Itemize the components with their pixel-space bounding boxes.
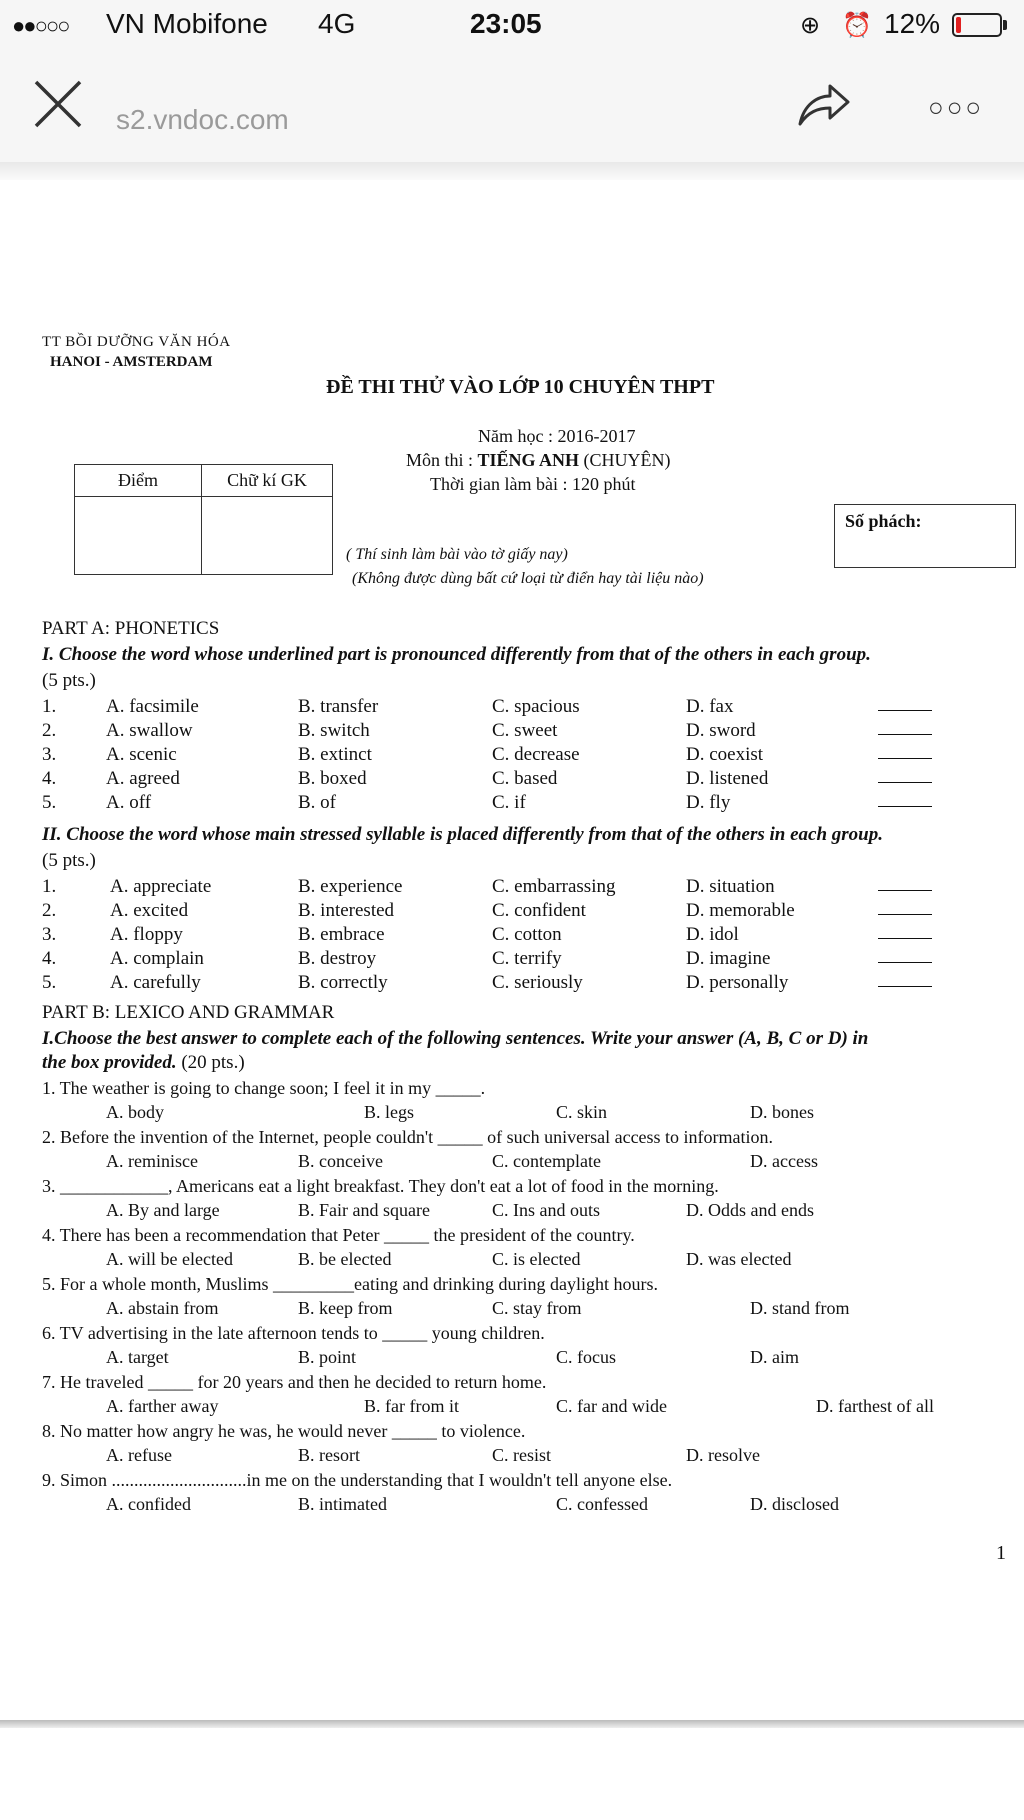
question-text: 2. Before the invention of the Internet, people couldn't _____ of such universal access to information.	[42, 1127, 774, 1147]
question-number: 4.	[42, 768, 57, 789]
answer-option: B. Fair and square	[298, 1200, 430, 1220]
question-row	[0, 720, 1024, 744]
options-row	[0, 1249, 1024, 1273]
score-table	[74, 464, 333, 575]
question-text: 7. He traveled _____ for 20 years and then he decided to return home.	[42, 1372, 547, 1392]
school-year: Năm học : 2016-2017	[478, 426, 636, 446]
question-row	[0, 876, 1024, 900]
status-bar	[0, 0, 1024, 52]
answer-option: C. cotton	[492, 924, 562, 945]
answer-option: D. memorable	[686, 900, 795, 921]
answer-option: A. refuse	[106, 1445, 172, 1465]
question-text: 3. ____________, Americans eat a light breakfast. They don't eat a lot of food in the morning.	[42, 1176, 719, 1196]
rotation-lock-icon: ⊕	[800, 12, 821, 39]
answer-option: D. resolve	[686, 1445, 760, 1465]
answer-option: A. floppy	[110, 924, 183, 945]
url-label[interactable]: s2.vndoc.com	[116, 104, 289, 135]
answer-option: C. far and wide	[556, 1396, 667, 1416]
sophach-box	[834, 504, 1016, 568]
answer-option: A. carefully	[110, 972, 201, 993]
answer-blank[interactable]	[878, 924, 932, 939]
part-b-heading: PART B: LEXICO AND GRAMMAR	[42, 1002, 335, 1023]
answer-option: C. if	[492, 792, 526, 813]
answer-option: C. Ins and outs	[492, 1200, 600, 1220]
grader-signature-header: Chữ kí GK	[202, 465, 333, 497]
part-a-section-1-points: (5 pts.)	[42, 670, 96, 691]
answer-option: A. appreciate	[110, 876, 212, 897]
answer-option: B. boxed	[298, 768, 367, 789]
question-row	[0, 924, 1024, 948]
question-number: 1.	[42, 876, 57, 897]
answer-option: D. personally	[686, 972, 789, 993]
more-options-icon[interactable]: ○○○	[928, 92, 985, 122]
answer-option: D. disclosed	[750, 1494, 839, 1514]
answer-option: B. resort	[298, 1445, 360, 1465]
options-row	[0, 1102, 1024, 1126]
subject-suffix: (CHUYÊN)	[579, 450, 671, 470]
part-a-section-1-instruction: I. Choose the word whose underlined part is pronounced differently from that of the others in each group.	[42, 644, 871, 665]
answer-option: C. spacious	[492, 696, 580, 717]
battery-icon	[952, 13, 1002, 37]
answer-option: D. fly	[686, 792, 731, 813]
question-number: 4.	[42, 948, 57, 969]
answer-option: B. interested	[298, 900, 395, 921]
answer-option: B. keep from	[298, 1298, 393, 1318]
answer-option: A. body	[106, 1102, 164, 1122]
answer-option: C. contemplate	[492, 1151, 601, 1171]
signature-cell	[202, 497, 333, 575]
answer-option: A. will be elected	[106, 1249, 233, 1269]
browser-toolbar	[0, 52, 1024, 162]
answer-option: B. point	[298, 1347, 357, 1367]
question-text: 4. There has been a recommendation that Peter _____ the president of the country.	[42, 1225, 635, 1245]
options-row	[0, 1298, 1024, 1322]
answer-blank[interactable]	[878, 876, 932, 891]
options-row	[0, 1151, 1024, 1175]
part-a-section-2-points: (5 pts.)	[42, 850, 96, 871]
answer-option: D. bones	[750, 1102, 814, 1122]
page-number: 1	[996, 1542, 1006, 1564]
answer-option: A. complain	[110, 948, 204, 969]
answer-option: A. swallow	[106, 720, 193, 741]
sophach-label: Số phách:	[845, 511, 922, 531]
options-row	[0, 1396, 1024, 1420]
answer-option: A. agreed	[106, 768, 180, 789]
signal-strength-icon: ●●○○○	[12, 13, 69, 38]
answer-option: D. access	[750, 1151, 818, 1171]
note-line-1: ( Thí sinh làm bài vào tờ giấy nay)	[346, 546, 568, 563]
question-row	[0, 768, 1024, 792]
answer-option: D. listened	[686, 768, 769, 789]
question-number: 2.	[42, 900, 57, 921]
answer-option: C. based	[492, 768, 558, 789]
question-text: 1. The weather is going to change soon; I feel it in my _____.	[42, 1078, 486, 1098]
answer-option: B. extinct	[298, 744, 372, 765]
answer-option: C. confident	[492, 900, 586, 921]
answer-option: A. off	[106, 792, 152, 813]
answer-option: C. embarrassing	[492, 876, 616, 897]
network-type: 4G	[318, 8, 356, 39]
answer-blank[interactable]	[878, 720, 932, 735]
answer-option: B. legs	[364, 1102, 415, 1122]
options-row	[0, 1445, 1024, 1469]
question-text: 9. Simon ..............................in me on the understanding that I wouldn't tell anyone else.	[42, 1470, 673, 1490]
answer-option: B. of	[298, 792, 336, 813]
answer-option: D. Odds and ends	[686, 1200, 814, 1220]
close-icon[interactable]	[30, 76, 86, 132]
answer-option: D. was elected	[686, 1249, 792, 1269]
part-b-instruction-emphasis: the box provided.	[42, 1052, 177, 1073]
answer-option: C. focus	[556, 1347, 616, 1367]
answer-option: C. decrease	[492, 744, 580, 765]
answer-option: D. imagine	[686, 948, 771, 969]
answer-option: B. switch	[298, 720, 370, 741]
question-number: 3.	[42, 744, 57, 765]
options-row	[0, 1347, 1024, 1371]
question-row	[0, 696, 1024, 720]
answer-option: A. confided	[106, 1494, 191, 1514]
answer-blank[interactable]	[878, 792, 932, 807]
question-number: 5.	[42, 972, 57, 993]
status-time: 23:05	[470, 8, 542, 39]
answer-option: C. terrify	[492, 948, 562, 969]
question-row	[0, 792, 1024, 816]
subject-value: TIẾNG ANH	[477, 450, 580, 470]
exam-subject	[406, 450, 671, 471]
answer-option: B. embrace	[298, 924, 385, 945]
question-number: 2.	[42, 720, 57, 741]
answer-option: B. far from it	[364, 1396, 459, 1416]
question-row	[0, 972, 1024, 996]
battery-tip	[1003, 20, 1007, 30]
battery-percentage: 12%	[884, 8, 941, 39]
org-line-1: TT BỒI DƯỠNG VĂN HÓA	[42, 334, 231, 350]
question-number: 3.	[42, 924, 57, 945]
answer-option: D. fax	[686, 696, 734, 717]
answer-option: C. skin	[556, 1102, 608, 1122]
answer-blank[interactable]	[878, 948, 932, 963]
carrier-name: VN Mobifone	[106, 8, 268, 39]
answer-option: A. target	[106, 1347, 169, 1367]
question-row	[0, 948, 1024, 972]
answer-blank[interactable]	[878, 696, 932, 711]
answer-option: D. coexist	[686, 744, 764, 765]
question-row	[0, 900, 1024, 924]
question-text: 8. No matter how angry he was, he would never _____ to violence.	[42, 1421, 526, 1441]
answer-option: A. farther away	[106, 1396, 219, 1416]
answer-option: C. seriously	[492, 972, 583, 993]
note-line-2: (Không được dùng bất cứ loại từ điển hay tài liệu nào)	[352, 570, 704, 587]
answer-option: D. farthest of all	[816, 1396, 934, 1416]
answer-option: A. By and large	[106, 1200, 220, 1220]
answer-option: D. aim	[750, 1347, 799, 1367]
answer-option: B. transfer	[298, 696, 379, 717]
part-b-points: (20 pts.)	[176, 1052, 245, 1073]
share-icon[interactable]	[796, 80, 852, 130]
toolbar-divider	[0, 162, 1024, 180]
answer-option: B. be elected	[298, 1249, 392, 1269]
part-b-instruction-line-2	[42, 1052, 245, 1074]
org-line-2: HANOI - AMSTERDAM	[50, 354, 213, 370]
answer-option: B. conceive	[298, 1151, 383, 1171]
answer-option: B. experience	[298, 876, 403, 897]
question-number: 5.	[42, 792, 57, 813]
answer-blank[interactable]	[878, 972, 932, 987]
part-a-section-2-instruction: II. Choose the word whose main stressed syllable is placed differently from that of the others in each group.	[42, 824, 883, 845]
answer-option: A. abstain from	[106, 1298, 219, 1318]
exam-title: ĐỀ THI THỬ VÀO LỚP 10 CHUYÊN THPT	[326, 376, 715, 398]
part-a-heading: PART A: PHONETICS	[42, 618, 220, 639]
answer-option: B. intimated	[298, 1494, 387, 1514]
question-number: 1.	[42, 696, 57, 717]
answer-option: B. correctly	[298, 972, 388, 993]
answer-option: A. scenic	[106, 744, 177, 765]
answer-blank[interactable]	[878, 768, 932, 783]
subject-label: Môn thi :	[406, 450, 478, 470]
answer-blank[interactable]	[878, 744, 932, 759]
document-page	[0, 180, 1024, 1720]
page-bottom-edge	[0, 1720, 1024, 1728]
part-b-instruction-line-1: I.Choose the best answer to complete each of the following sentences. Write your answer (A, B, C or D) in	[42, 1028, 869, 1049]
answer-option: D. idol	[686, 924, 739, 945]
answer-blank[interactable]	[878, 900, 932, 915]
alarm-icon: ⏰	[842, 12, 872, 39]
answer-option: A. excited	[110, 900, 189, 921]
question-row	[0, 744, 1024, 768]
score-cell	[75, 497, 202, 575]
answer-option: A. reminisce	[106, 1151, 198, 1171]
answer-option: D. situation	[686, 876, 775, 897]
answer-option: C. stay from	[492, 1298, 582, 1318]
answer-option: D. sword	[686, 720, 756, 741]
answer-option: C. is elected	[492, 1249, 581, 1269]
exam-duration: Thời gian làm bài : 120 phút	[430, 474, 636, 494]
answer-option: C. confessed	[556, 1494, 648, 1514]
answer-option: C. sweet	[492, 720, 558, 741]
options-row	[0, 1494, 1024, 1518]
question-text: 6. TV advertising in the late afternoon tends to _____ young children.	[42, 1323, 545, 1343]
answer-option: C. resist	[492, 1445, 552, 1465]
question-text: 5. For a whole month, Muslims _________eating and drinking during daylight hours.	[42, 1274, 658, 1294]
answer-option: A. facsimile	[106, 696, 199, 717]
score-header: Điểm	[75, 465, 202, 497]
answer-option: D. stand from	[750, 1298, 850, 1318]
battery-fill	[956, 17, 961, 33]
answer-option: B. destroy	[298, 948, 377, 969]
options-row	[0, 1200, 1024, 1224]
